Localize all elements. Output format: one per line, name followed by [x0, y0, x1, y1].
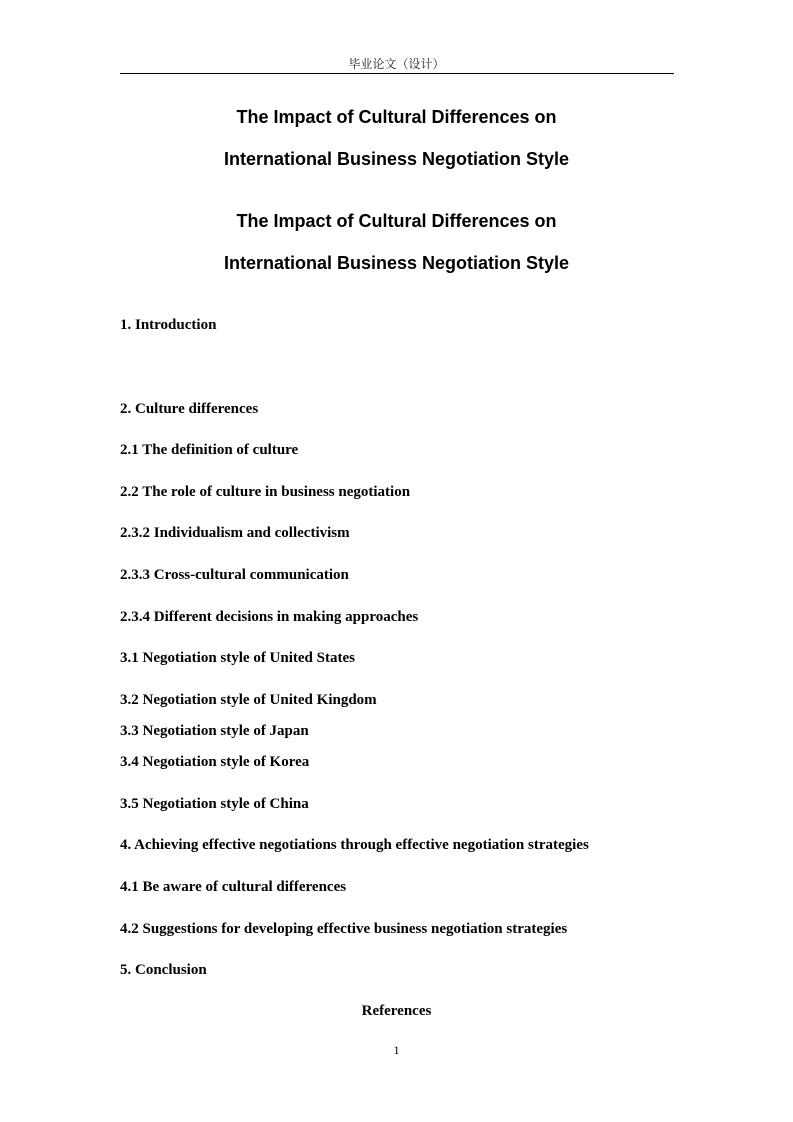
toc-entry-cross-cultural: 2.3.3 Cross-cultural communication — [120, 567, 349, 583]
toc-entry-conclusion: 5. Conclusion — [120, 962, 207, 978]
toc-entry-decision-approaches: 2.3.4 Different decisions in making approaches — [120, 609, 419, 625]
page-number: 1 — [393, 1043, 400, 1057]
toc-entry-introduction: 1. Introduction — [120, 317, 217, 333]
toc-entry-role-of-culture: 2.2 The role of culture in business negotiation — [120, 484, 411, 500]
toc-entry-definition-of-culture: 2.1 The definition of culture — [120, 442, 299, 458]
toc-entry-culture-differences: 2. Culture differences — [120, 401, 259, 417]
title-line-1: The Impact of Cultural Differences on — [236, 107, 557, 127]
toc-entry-korea: 3.4 Negotiation style of Korea — [120, 754, 310, 770]
header-text: 毕业论文（设计） — [348, 57, 445, 71]
toc-entry-suggestions: 4.2 Suggestions for developing effective business negotiation strategies — [120, 921, 568, 937]
toc-entry-japan: 3.3 Negotiation style of Japan — [120, 723, 309, 739]
title-line-4: International Business Negotiation Style — [223, 253, 570, 273]
references-heading: References — [361, 1003, 432, 1019]
toc-entry-united-kingdom: 3.2 Negotiation style of United Kingdom — [120, 692, 377, 708]
toc-entry-individualism: 2.3.2 Individualism and collectivism — [120, 525, 350, 541]
toc-entry-united-states: 3.1 Negotiation style of United States — [120, 650, 355, 666]
toc-entry-cultural-awareness: 4.1 Be aware of cultural differences — [120, 879, 347, 895]
title-line-3: The Impact of Cultural Differences on — [236, 211, 557, 231]
header-rule — [120, 73, 674, 74]
title-line-2: International Business Negotiation Style — [223, 149, 570, 169]
toc-entry-effective-negotiations: 4. Achieving effective negotiations through effective negotiation strategies — [120, 837, 589, 853]
toc-entry-china: 3.5 Negotiation style of China — [120, 796, 309, 812]
